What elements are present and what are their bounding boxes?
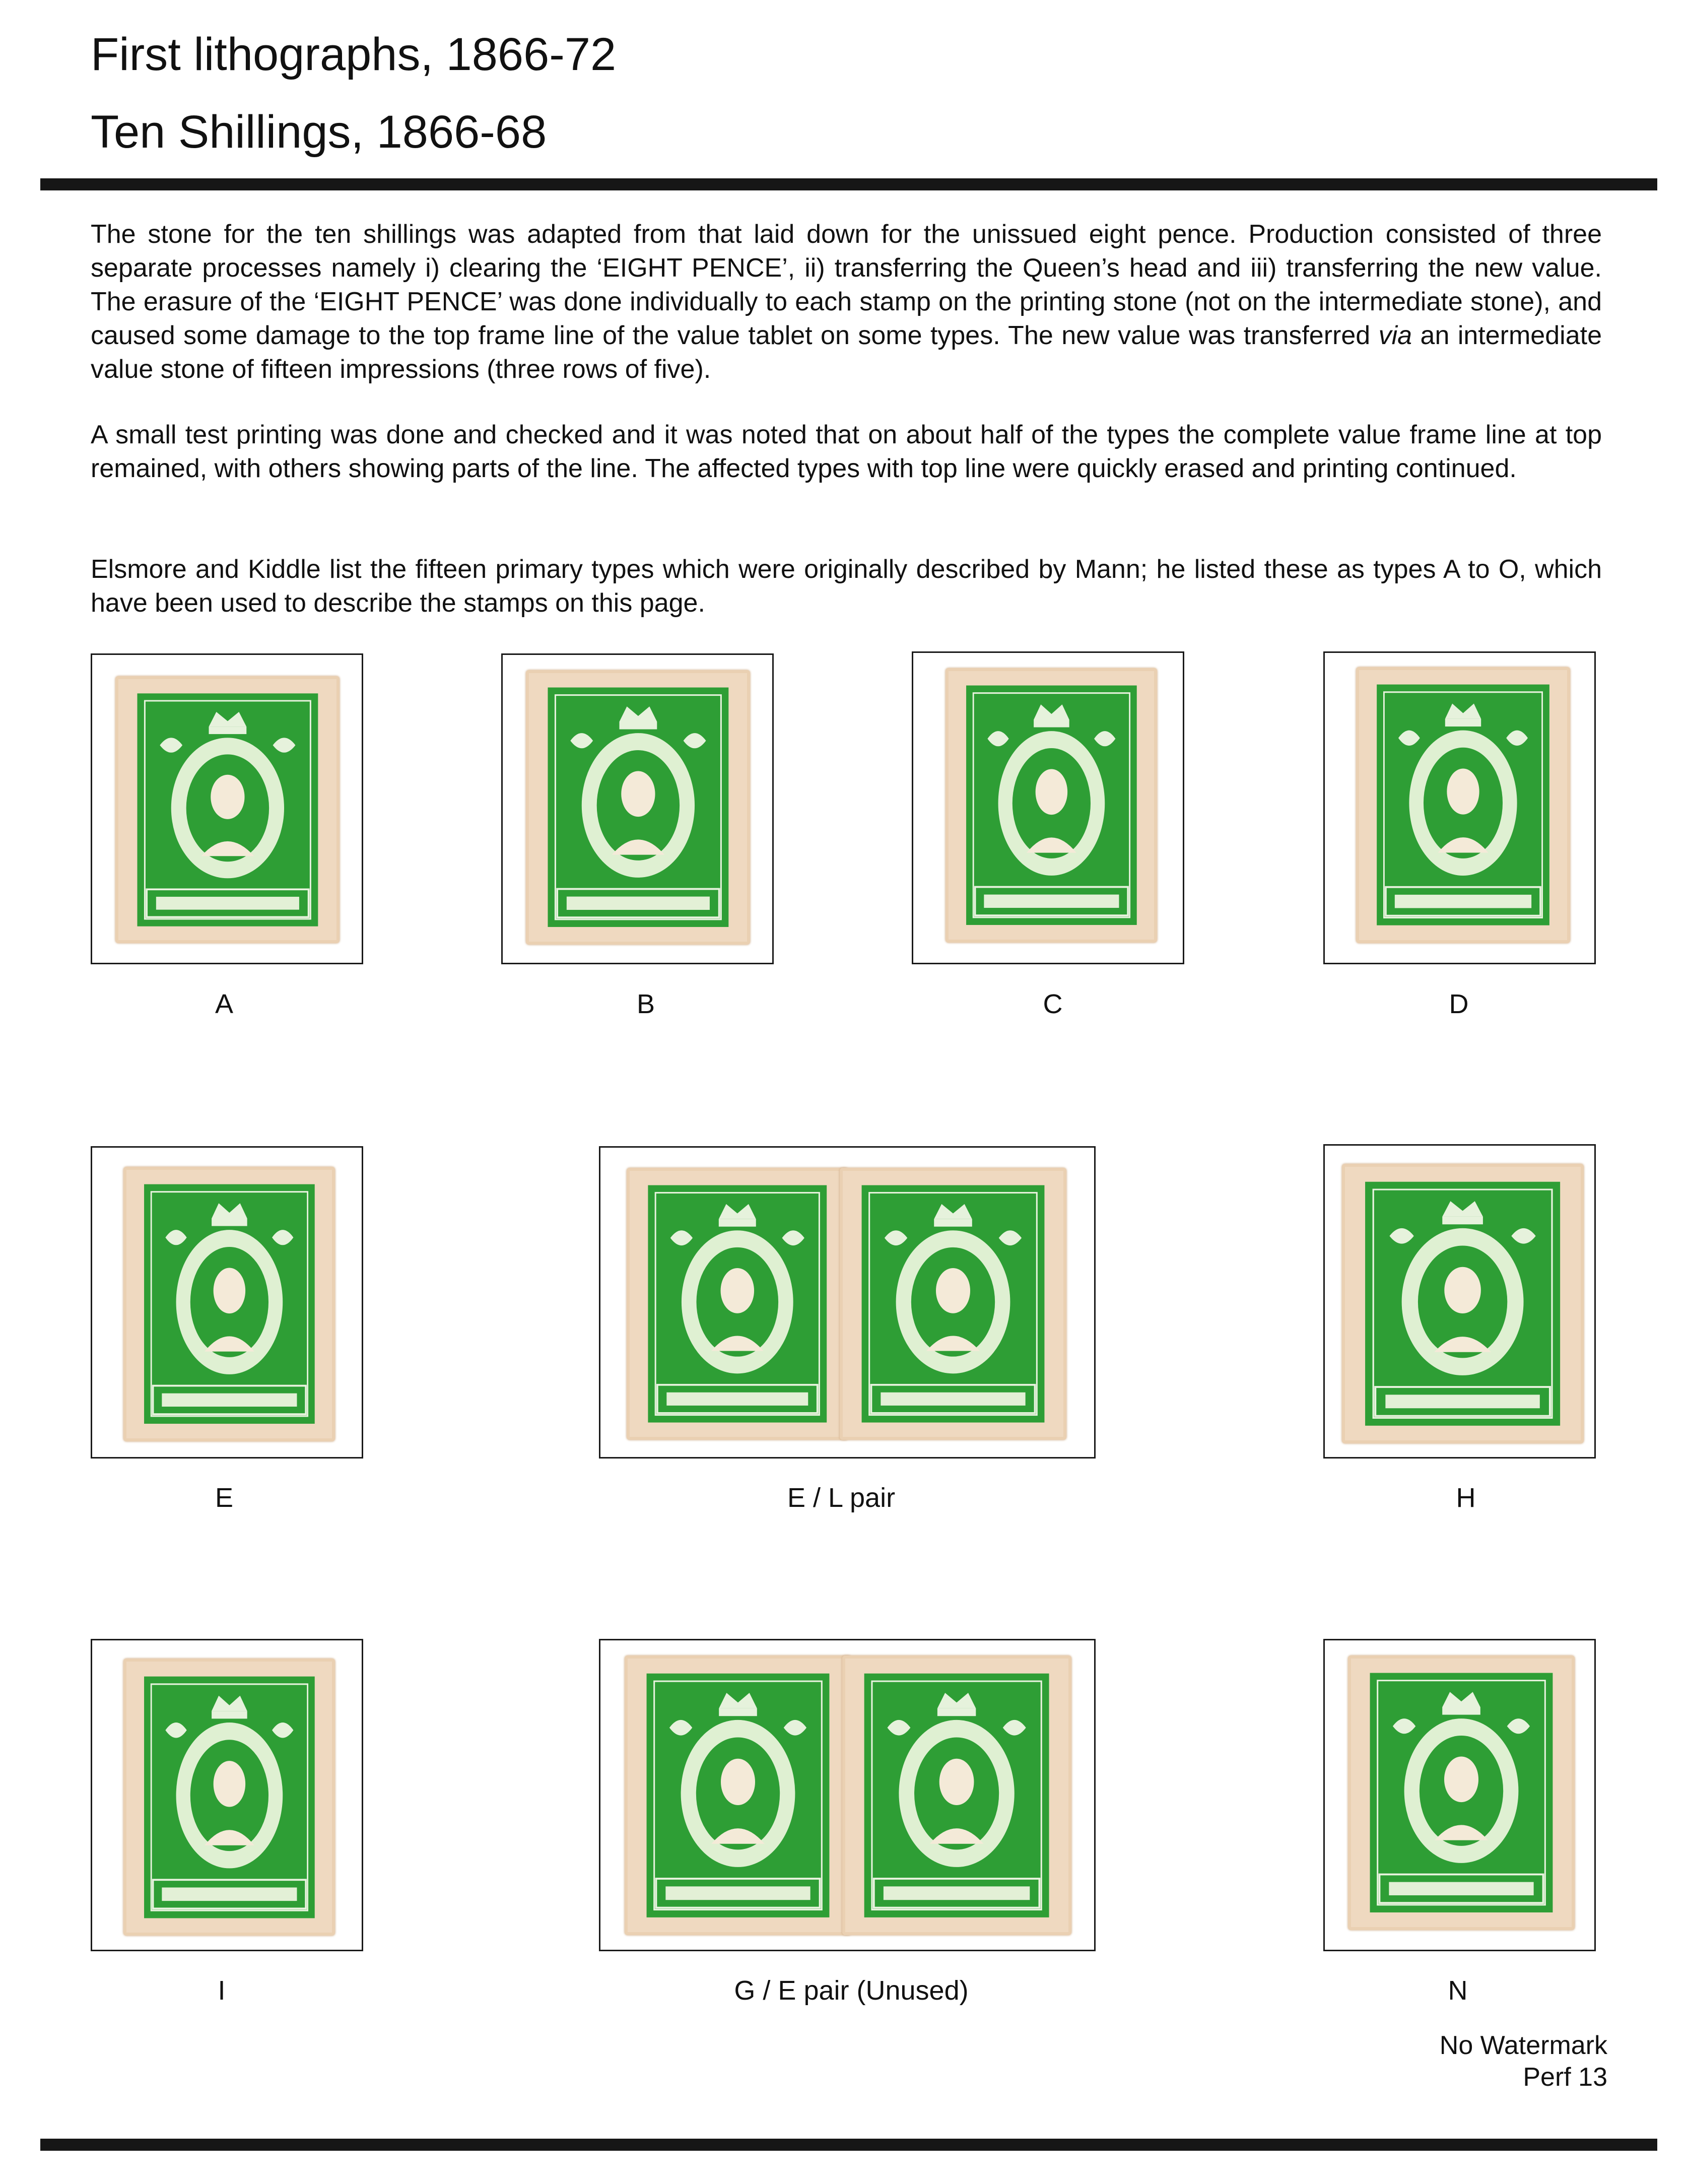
stamp-type-d — [1356, 667, 1570, 943]
caption-a: A — [215, 989, 234, 1019]
caption-el-pair: E / L pair — [787, 1483, 896, 1513]
stamp-frame-e — [91, 1146, 363, 1459]
stamp-type-g-pair — [625, 1656, 851, 1935]
intro-paragraph: The stone for the ten shillings was adapted from that laid down for the unissued eight pence. Production consisted of three separate processes namely i) clearing the ‘EIGHT PENCE’, ii) transferring the Queen’s head and iii) transferring the new value. The erasure of the ‘EIGHT PENCE’ was done individually to each stamp on the printing stone (not on the intermediate stone), and caused some damage to the top frame line of the value tablet on some types. The new value was transferred via an intermediate value stone of fifteen impressions (three rows of five). — [91, 220, 1602, 384]
stamp-type-h — [1342, 1164, 1584, 1443]
watermark-note: No Watermark — [1439, 2031, 1607, 2060]
stamp-type-c — [946, 668, 1157, 943]
stamp-frame-a — [91, 653, 363, 964]
stamp-frame-el-pair — [599, 1146, 1096, 1459]
stamp-type-e — [123, 1167, 335, 1441]
caption-b: B — [636, 989, 655, 1019]
stamp-frame-ge-pair — [599, 1639, 1096, 1951]
types-paragraph: Elsmore and Kiddle list the fifteen primary types which were originally described by Mann; he listed these as types A to O, which have been used to describe the stamps on this page. — [91, 555, 1602, 618]
caption-d: D — [1449, 989, 1469, 1019]
caption-h: H — [1456, 1483, 1476, 1513]
stamp-type-b — [526, 670, 750, 945]
test-printing-paragraph: A small test printing was done and checked and it was noted that on about half of the types the complete value frame line at top remained, with others showing parts of the line. The affected types with top line were quickly erased and printing continued. — [91, 420, 1602, 483]
caption-n: N — [1448, 1975, 1468, 2006]
caption-c: C — [1043, 989, 1063, 1019]
bottom-divider — [40, 2139, 1657, 2151]
stamp-type-a — [115, 676, 340, 943]
caption-e: E — [215, 1483, 234, 1513]
caption-ge-pair: G / E pair (Unused) — [734, 1975, 969, 2006]
stamp-frame-d — [1323, 651, 1596, 964]
top-divider — [40, 178, 1657, 190]
stamp-type-e-pair-unused — [842, 1656, 1071, 1935]
stamp-type-e-pair — [627, 1168, 848, 1440]
page-subtitle: Ten Shillings, 1866-68 — [91, 106, 547, 158]
stamp-type-i — [123, 1659, 335, 1936]
stamp-frame-n — [1323, 1639, 1596, 1951]
stamp-frame-i — [91, 1639, 363, 1951]
perforation-note: Perf 13 — [1523, 2063, 1607, 2092]
stamp-type-n — [1348, 1656, 1575, 1930]
page-title: First lithographs, 1866-72 — [91, 29, 617, 80]
stamp-frame-c — [912, 651, 1184, 964]
stamp-type-l-pair — [840, 1168, 1066, 1440]
caption-i: I — [218, 1975, 226, 2006]
stamp-frame-h — [1323, 1144, 1596, 1459]
stamp-frame-b — [501, 653, 774, 964]
